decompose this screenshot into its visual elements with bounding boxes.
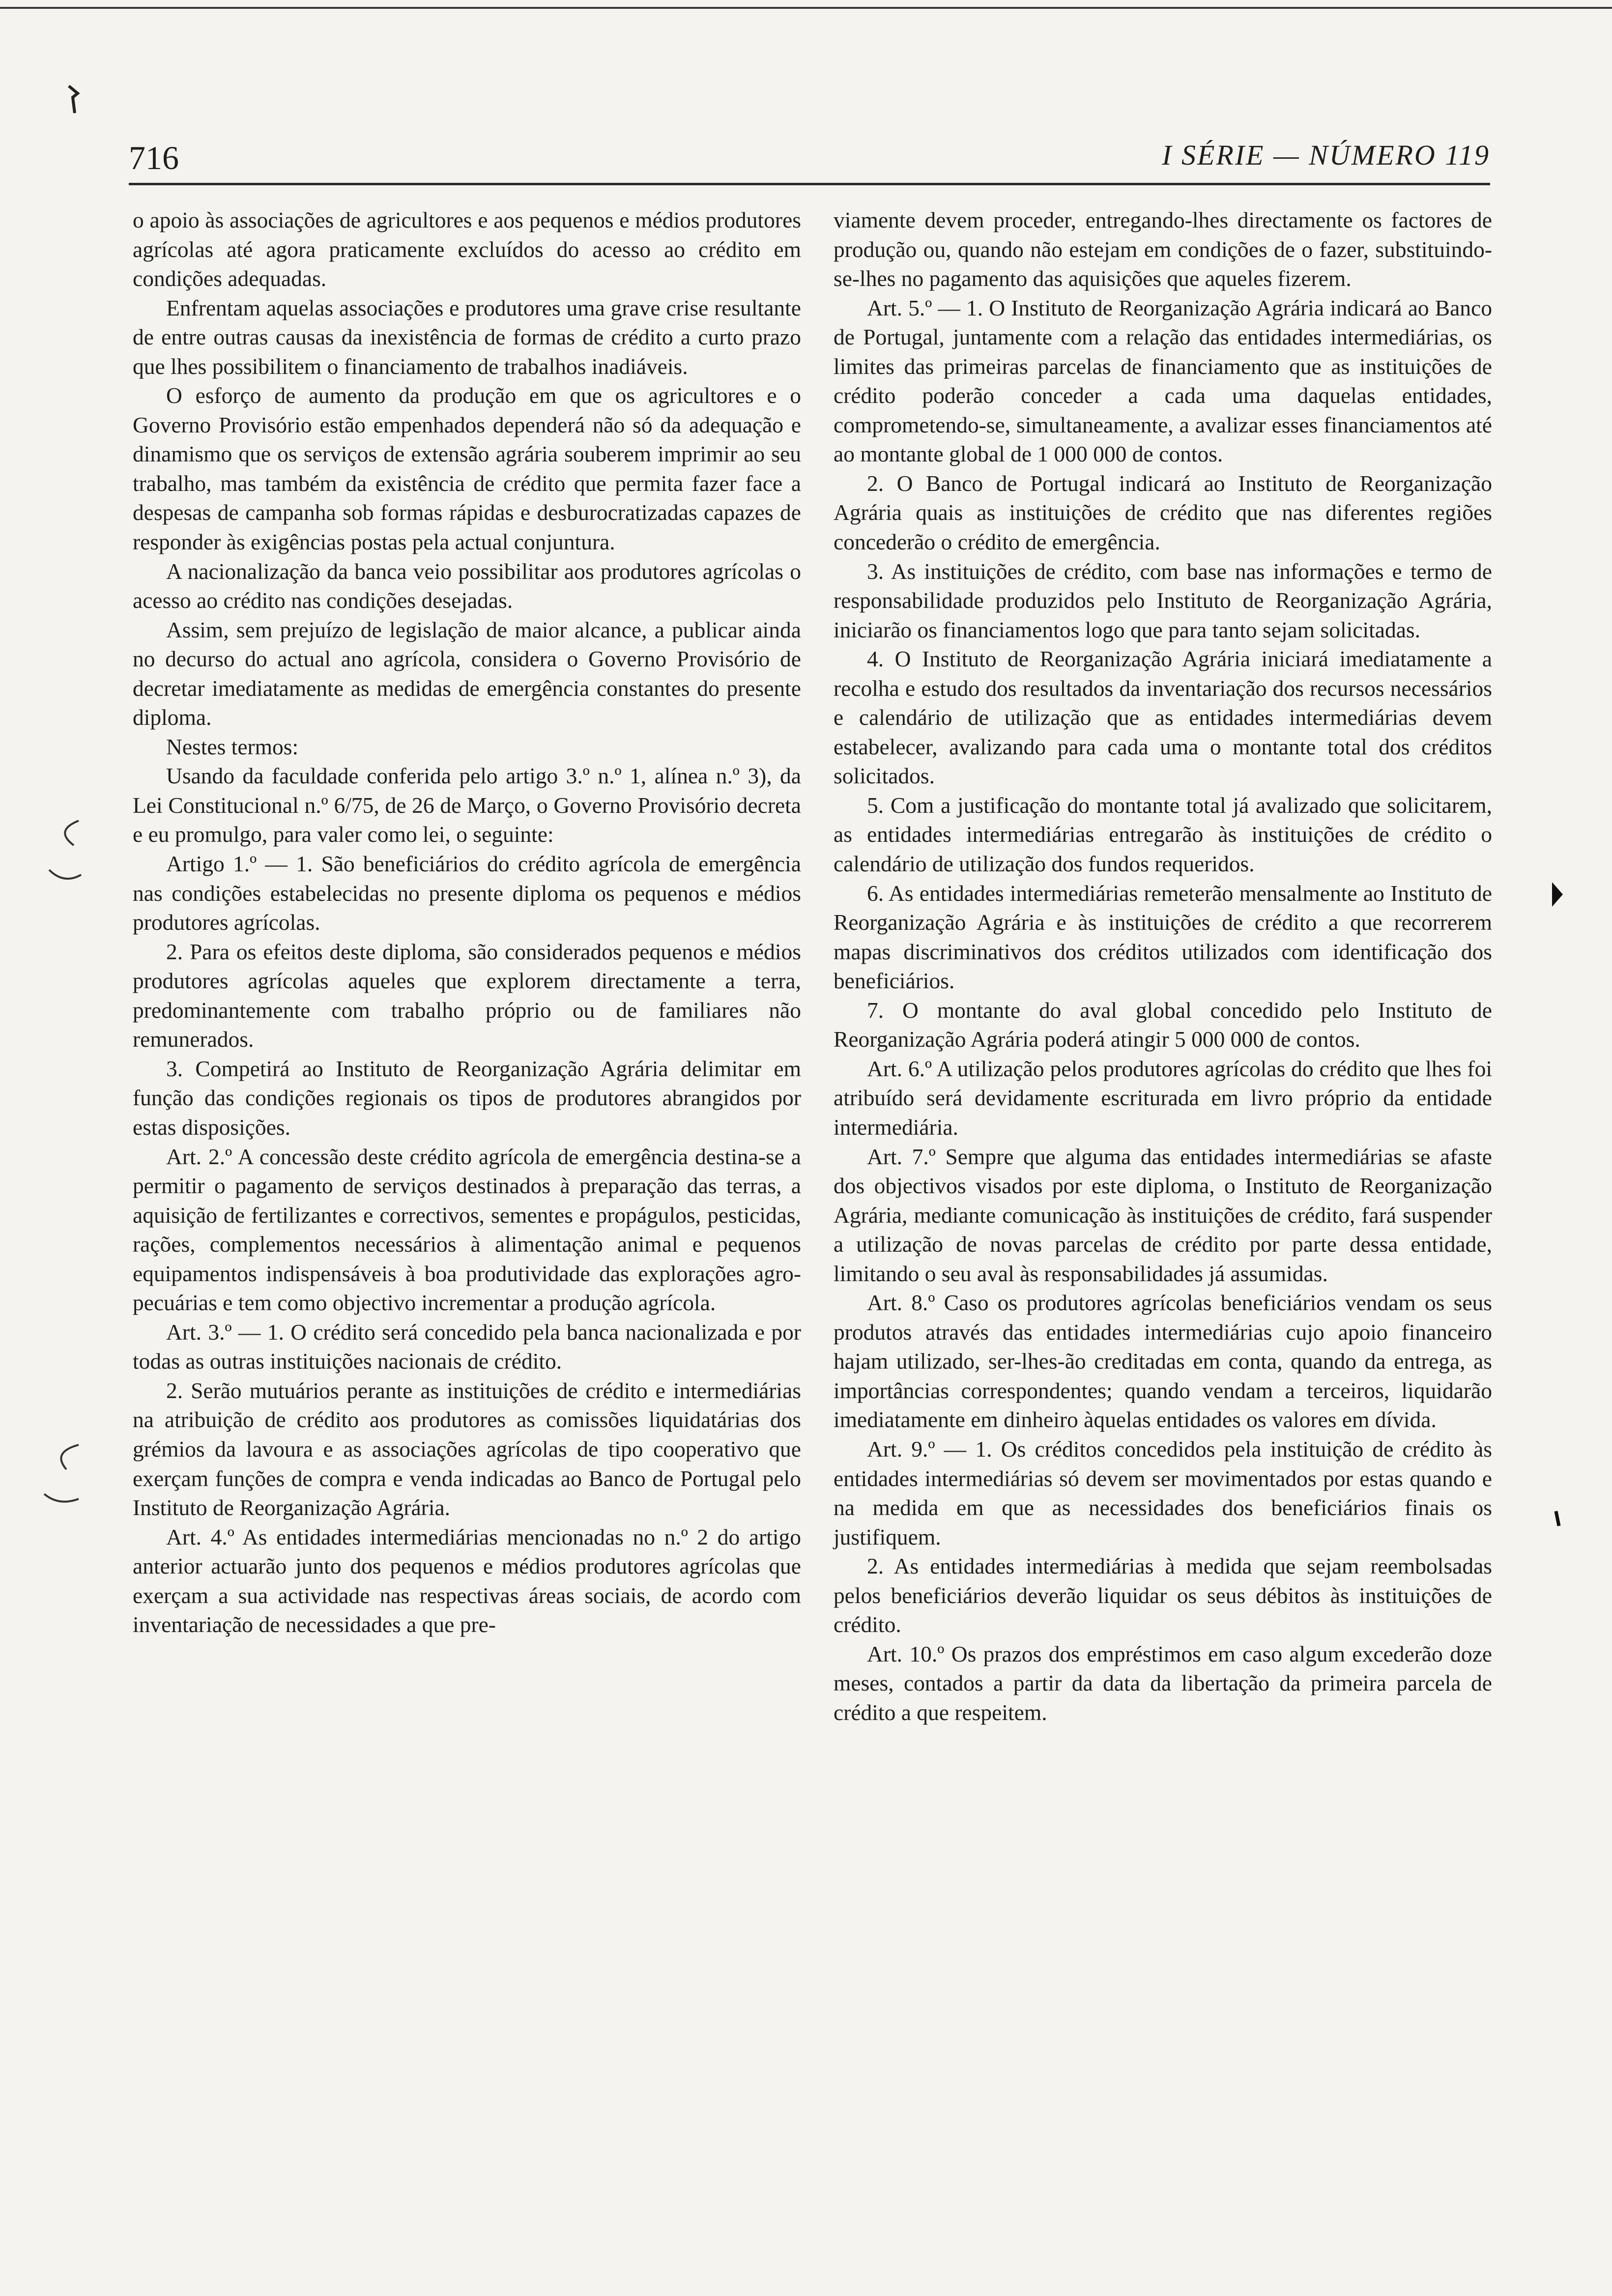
paragraph: A nacionalização da banca veio possibilitar aos produtores agrícolas o acesso ao crédito nas condições desejadas.: [133, 558, 801, 613]
paragraph: Art. 3.º — 1. O crédito será concedido pela banca nacionalizada e por todas as outras instituições nacionais de crédito.: [133, 1319, 801, 1374]
page-number: 716: [129, 139, 179, 176]
paragraph: Art. 2.º A concessão deste crédito agrícola de emergência destina-se a permitir o pagamento de serviços destinados à preparação das terras, a aquisição de fertilizantes e correctivos, sementes e propágulos, pesticidas, rações, complementos necessários à alimentação animal e pequenos equipamentos indispensáveis à boa produtividade das explorações agro-pecuárias e tem como objectivo incrementar a produção agrícola.: [133, 1144, 801, 1316]
paragraph: 2. Serão mutuários perante as instituições de crédito e intermediárias na atribuição de crédito aos produtores as comissões liquidatárias dos grémios da lavoura e as associações agrícolas de tipo cooperativo que exerçam funções de compra e venda indicadas ao Banco de Portugal pelo Instituto de Reorganização Agrária.: [133, 1378, 801, 1521]
binding-mark: [44, 816, 84, 890]
paragraph: Art. 9.º — 1. Os créditos concedidos pela instituição de crédito às entidades intermediárias só devem ser movimentados por estas quando e na medida em que as necessidades dos beneficiários finais os justifiquem.: [834, 1436, 1492, 1550]
right-column: [834, 205, 1492, 1727]
paragraph: 7. O montante do aval global concedido pelo Instituto de Reorganização Agrária poderá atingir 5 000 000 de contos.: [834, 997, 1492, 1052]
paragraph: Art. 8.º Caso os produtores agrícolas beneficiários vendam os seus produtos através das entidades intermediárias cujo apoio financeiro hajam utilizado, ser-lhes-ão creditadas em conta, quando da entrega, as importâncias correspondentes; quando vendam a terceiros, liquidarão imediatamente em dinheiro àquelas entidades os valores em dívida.: [834, 1290, 1492, 1433]
paragraph: Assim, sem prejuízo de legislação de maior alcance, a publicar ainda no decurso do actual ano agrícola, considera o Governo Provisório de decretar imediatamente as medidas de emergência constantes do presente diploma.: [133, 617, 801, 730]
scan-mark: [64, 84, 84, 118]
paragraph: Art. 10.º Os prazos dos empréstimos em caso algum excederão doze meses, contados a partir da data da libertação da primeira parcela de crédito a que respeitem.: [834, 1641, 1492, 1725]
page-header: [129, 129, 1490, 185]
paragraph: Art. 7.º Sempre que alguma das entidades intermediárias se afaste dos objectivos visados por este diploma, o Instituto de Reorganização Agrária, mediante comunicação às instituições de crédito, fará suspender a utilização de novas parcelas de crédito por parte dessa entidade, limitando o seu aval às responsabilidades já assumidas.: [834, 1144, 1492, 1286]
top-rule: [0, 7, 1612, 9]
margin-tick: [1553, 1509, 1563, 1528]
paragraph: Nestes termos:: [166, 734, 299, 759]
paragraph: 5. Com a justificação do montante total já avalizado que solicitarem, as entidades intermediárias entregarão às instituições de crédito o calendário de utilização dos fundos requeridos.: [834, 792, 1492, 877]
paragraph: Art. 6.º A utilização pelos produtores agrícolas do crédito que lhes foi atribuído será devidamente escriturada em livro próprio da entidade intermediária.: [834, 1056, 1492, 1140]
paragraph: O esforço de aumento da produção em que os agricultores e o Governo Provisório estão empenhados dependerá não só da adequação e dinamismo que os serviços de extensão agrária souberem imprimir ao seu trabalho, mas também da existência de crédito que permita fazer face a despesas de campanha sob formas rápidas e desburocratizadas capazes de responder às exigências postas pela actual conjuntura.: [133, 383, 801, 555]
paragraph: Enfrentam aquelas associações e produtores uma grave crise resultante de entre outras causas da inexistência de formas de crédito a curto prazo que lhes possibilitem o financiamento de trabalhos inadiáveis.: [133, 295, 801, 379]
margin-arrow: [1551, 880, 1565, 909]
paragraph: Art. 4.º As entidades intermediárias mencionadas no n.º 2 do artigo anterior actuarão junto dos pequenos e médios produtores agrícolas que exerçam a sua actividade nas respectivas áreas sociais, de acordo com inventariação de necessidades a que pre-: [133, 1524, 801, 1637]
paragraph: 6. As entidades intermediárias remeterão mensalmente ao Instituto de Reorganização Agrária e às instituições de crédito a que recorrerem mapas discriminativos dos créditos utilizados com identificação dos beneficiários.: [834, 880, 1492, 994]
binding-mark: [39, 1435, 84, 1514]
paragraph: 2. O Banco de Portugal indicará ao Instituto de Reorganização Agrária quais as instituições de crédito que nas diferentes regiões concederão o crédito de emergência.: [834, 470, 1492, 555]
paragraph: Artigo 1.º — 1. São beneficiários do crédito agrícola de emergência nas condições estabelecidas no presente diploma os pequenos e médios produtores agrícolas.: [133, 851, 801, 935]
paragraph: 2. As entidades intermediárias à medida que sejam reembolsadas pelos beneficiários deverão liquidar os seus débitos às instituições de crédito.: [834, 1553, 1492, 1637]
left-column: [133, 205, 801, 1639]
paragraph: 3. As instituições de crédito, com base nas informações e termo de responsabilidade produzidos pelo Instituto de Reorganização Agrária, iniciarão os financiamentos logo que para tanto sejam solicitadas.: [834, 558, 1492, 642]
paragraph: viamente devem proceder, entregando-lhes directamente os factores de produção ou, quando não estejam em condições de o fazer, substituindo-se-lhes no pagamento das aquisições que aqueles fizerem.: [834, 207, 1492, 291]
paragraph: Usando da faculdade conferida pelo artigo 3.º n.º 1, alínea n.º 3), da Lei Constitucional n.º 6/75, de 26 de Março, o Governo Provisório decreta e eu promulgo, para valer como lei, o seguinte:: [133, 763, 801, 847]
paragraph: o apoio às associações de agricultores e aos pequenos e médios produtores agrícolas até agora praticamente excluídos do acesso ao crédito em condições adequadas.: [133, 207, 801, 291]
paragraph: Art. 5.º — 1. O Instituto de Reorganização Agrária indicará ao Banco de Portugal, juntamente com a relação das entidades intermediárias, os limites das primeiras parcelas de financiamento que as instituições de crédito poderão conceder a cada uma daquelas entidades, comprometendo-se, simultaneamente, a avalizar esses financiamentos até ao montante global de 1 000 000 de contos.: [834, 295, 1492, 467]
paragraph: 2. Para os efeitos deste diploma, são considerados pequenos e médios produtores agrícolas aqueles que explorem directamente a terra, predominantemente com trabalho próprio ou de familiares não remunerados.: [133, 939, 801, 1052]
paragraph: 4. O Instituto de Reorganização Agrária iniciará imediatamente a recolha e estudo dos resultados da inventariação dos recursos necessários e calendário de utilização que as entidades intermediárias devem estabelecer, avalizando para cada uma o montante total dos créditos solicitados.: [834, 646, 1492, 789]
series-title: I SÉRIE — NÚMERO 119: [1162, 139, 1490, 171]
paragraph: 3. Competirá ao Instituto de Reorganização Agrária delimitar em função das condições regionais os tipos de produtores abrangidos por estas disposições.: [133, 1056, 801, 1140]
